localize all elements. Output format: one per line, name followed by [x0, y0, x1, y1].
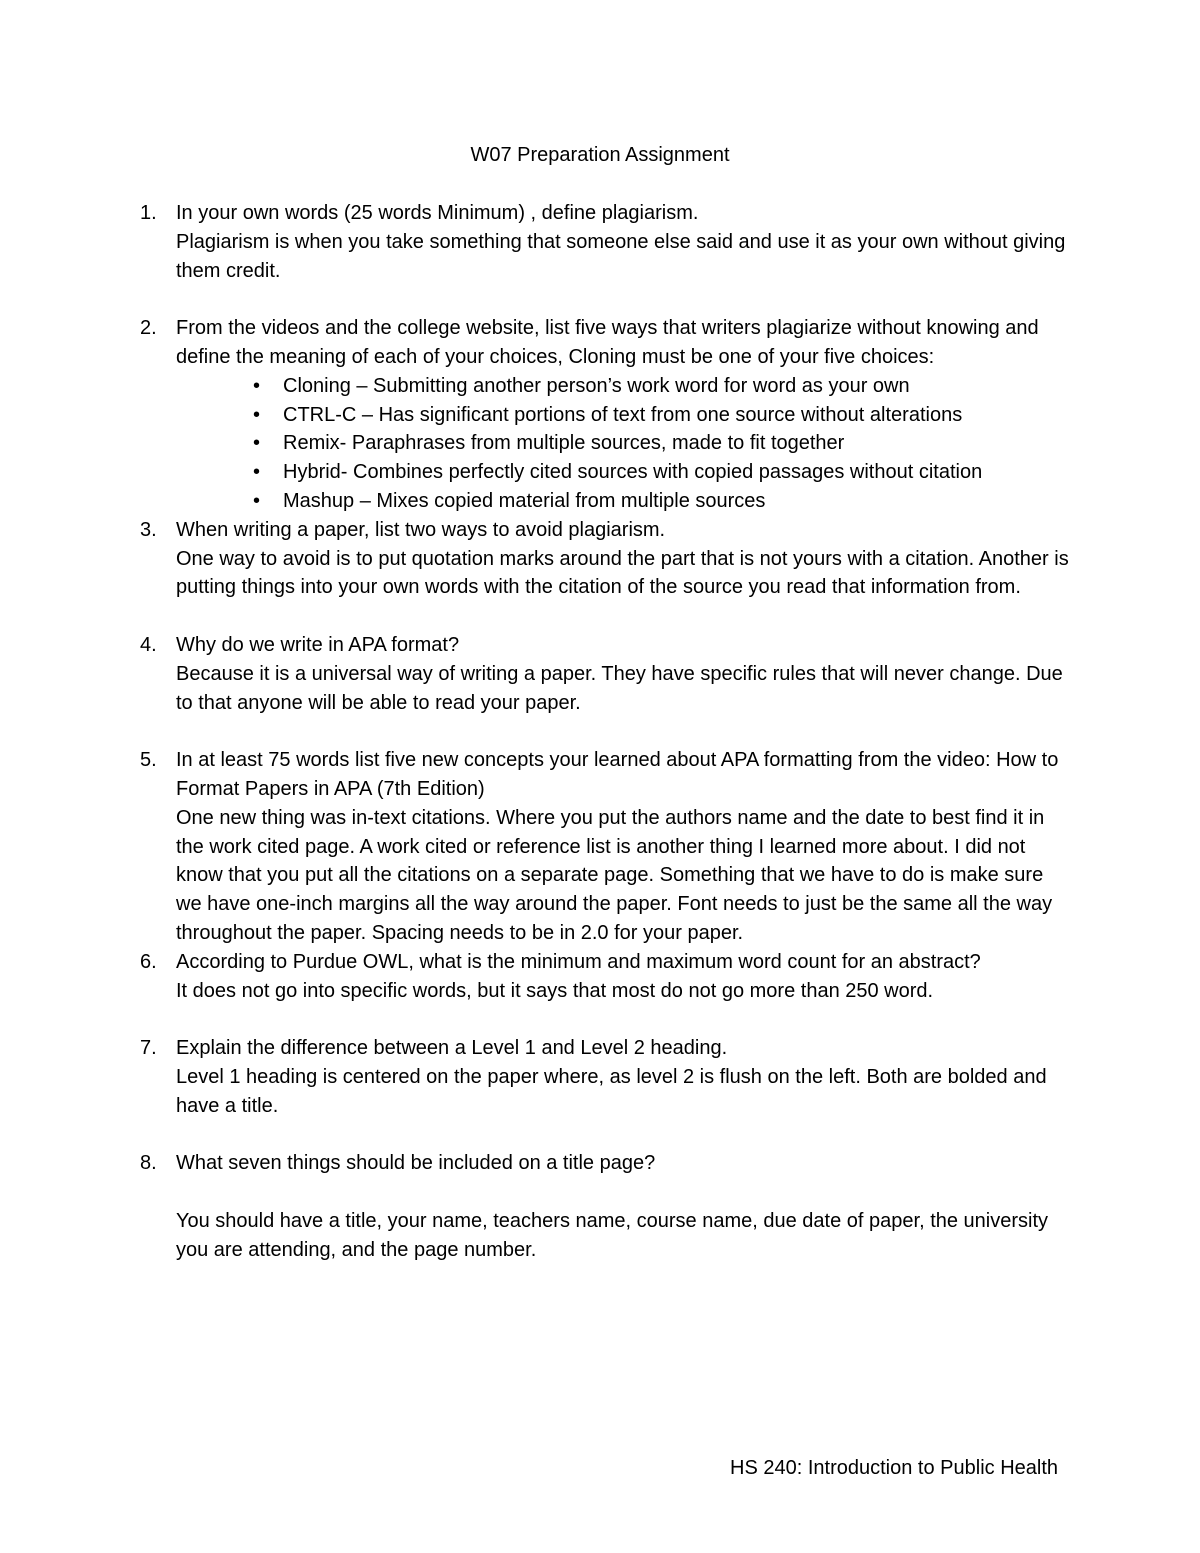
- question-list: [0, 199, 1200, 1264]
- bullet-icon: •: [253, 374, 261, 397]
- question-1: [0, 199, 1200, 285]
- question-4: [0, 631, 1200, 717]
- question-prompt: What seven things should be included on a title page?: [176, 1152, 656, 1175]
- list-item-text: Cloning – Submitting another person’s work word for word as your own: [283, 374, 910, 397]
- bullet-icon: •: [253, 432, 261, 455]
- question-number: 4.: [140, 633, 157, 656]
- question-number: 2.: [140, 317, 157, 340]
- question-3: [0, 516, 1200, 602]
- list-item-text: Remix- Paraphrases from multiple sources, made to fit together: [283, 432, 845, 455]
- question-6: [0, 948, 1200, 1006]
- question-answer: You should have a title, your name, teachers name, course name, due date of paper, the university you are attending, and the page number.: [176, 1209, 1049, 1261]
- bullet-icon: •: [253, 461, 261, 484]
- question-number: 6.: [140, 950, 157, 973]
- list-item-text: CTRL-C – Has significant portions of text from one source without alterations: [283, 403, 963, 426]
- list-item-text: Hybrid- Combines perfectly cited sources with copied passages without citation: [283, 461, 983, 484]
- question-answer: Level 1 heading is centered on the paper where, as level 2 is flush on the left. Both are bolded and have a title.: [176, 1065, 1047, 1117]
- question-8: [0, 1149, 1200, 1264]
- question-7: [0, 1034, 1200, 1120]
- question-answer: It does not go into specific words, but it says that most do not go more than 250 word.: [176, 979, 934, 1002]
- question-prompt: When writing a paper, list two ways to avoid plagiarism.: [176, 518, 666, 541]
- question-number: 7.: [140, 1037, 157, 1060]
- list-item: [176, 429, 1070, 458]
- question-number: 8.: [140, 1152, 157, 1175]
- bullet-icon: •: [253, 403, 261, 426]
- question-5: [0, 746, 1200, 948]
- question-answer: One new thing was in-text citations. Where you put the authors name and the date to best find it in the work cited page. A work cited or reference list is another thing I learned more about. I did not know that you put all the citations on a separate page. Something that we have to do is make sure we have one-inch margins all the way around the paper. Font needs to just be the same all the way throughout the paper. Spacing needs to be in 2.0 for your paper.: [176, 806, 1053, 944]
- question-number: 5.: [140, 749, 157, 772]
- question-prompt: In your own words (25 words Minimum) , define plagiarism.: [176, 202, 699, 224]
- bullet-icon: •: [253, 489, 261, 512]
- question-prompt: Why do we write in APA format?: [176, 633, 460, 656]
- question-2: [0, 314, 1200, 516]
- bullet-list: [176, 372, 1070, 516]
- question-answer: Plagiarism is when you take something that someone else said and use it as your own without giving them credit.: [176, 230, 1066, 282]
- list-item: [176, 487, 1070, 516]
- question-number: 1.: [140, 202, 157, 224]
- question-prompt: According to Purdue OWL, what is the minimum and maximum word count for an abstract?: [176, 950, 981, 973]
- course-footer: HS 240: Introduction to Public Health: [730, 1457, 1058, 1479]
- list-item: [176, 401, 1070, 430]
- question-number: 3.: [140, 518, 157, 541]
- list-item-text: Mashup – Mixes copied material from multiple sources: [283, 489, 766, 512]
- question-answer: One way to avoid is to put quotation marks around the part that is not yours with a citation. Another is putting things into your own words with the citation of the source you read that information from.: [176, 547, 1069, 599]
- question-prompt: From the videos and the college website, list five ways that writers plagiarize without knowing and define the meaning of each of your choices, Cloning must be one of your five choices:: [176, 317, 1039, 368]
- list-item: [176, 372, 1070, 401]
- list-item: [176, 458, 1070, 487]
- question-answer: Because it is a universal way of writing a paper. They have specific rules that will never change. Due to that anyone will be able to read your paper.: [176, 662, 1063, 714]
- question-prompt: In at least 75 words list five new concepts your learned about APA formatting from the video: How to Format Papers in APA (7th Edition): [176, 749, 1059, 800]
- question-prompt: Explain the difference between a Level 1 and Level 2 heading.: [176, 1037, 728, 1060]
- document-title: W07 Preparation Assignment: [470, 144, 730, 166]
